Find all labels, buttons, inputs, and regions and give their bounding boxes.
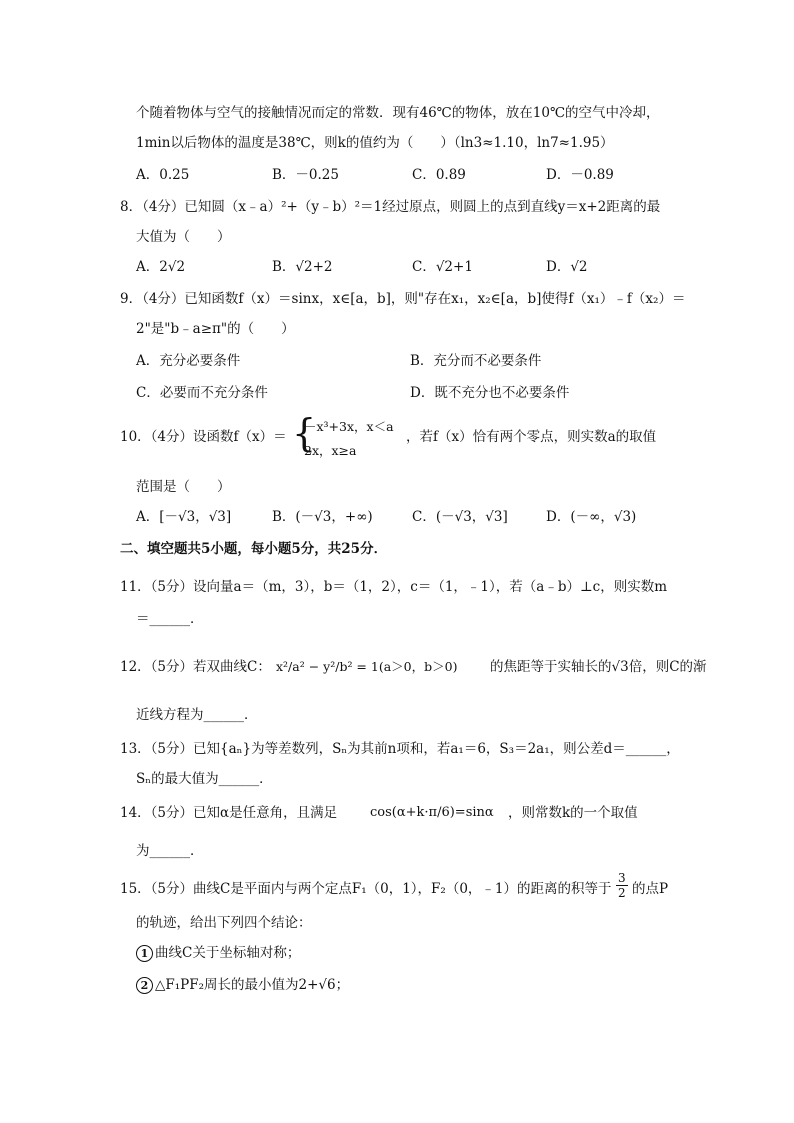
q10-suffix: ，若f（x）恰有两个零点，则实数a的取值	[406, 429, 657, 445]
q9-line2: 2"是"b﹣a≥π"的（ ）	[136, 321, 295, 337]
q13-line1: 13．（5分）已知{aₙ}为等差数列，Sₙ为其前n项和，若a₁＝6，S₃＝2a₁，则公差d＝______，	[120, 741, 680, 757]
q12-equation: x²/a² − y²/b² = 1(a＞0，b＞0)	[276, 659, 458, 674]
q8-option-b: B．√2+2	[272, 259, 333, 275]
q8-option-a: A．2√2	[136, 259, 186, 275]
q10-option-d: D．(－∞，√3)	[546, 509, 637, 525]
q8-option-c: C．√2+1	[412, 259, 473, 275]
q8-option-d: D．√2	[546, 259, 588, 275]
q12-suffix: 的焦距等于实轴长的√3倍，则C的渐	[490, 659, 707, 675]
q10-option-c: C．(－√3，√3]	[412, 509, 508, 525]
q7-option-d: D．－0.89	[546, 167, 614, 183]
q15-item-2	[136, 976, 349, 994]
q7-line1: 个随着物体与空气的接触情况而定的常数．现有46℃的物体，放在10℃的空气中冷却，	[136, 105, 660, 121]
q7-option-a: A．0.25	[136, 167, 190, 183]
q15-fraction-den: 2	[618, 886, 626, 900]
q15-item-1-text: 曲线C关于坐标轴对称；	[155, 945, 301, 961]
q15-line1a: 15．（5分）曲线C是平面内与两个定点F₁（0，1），F₂（0，﹣1）的距离的积等于	[120, 881, 612, 897]
q15-item-2-mark: 2	[136, 977, 153, 994]
q7-option-b: B．－0.25	[272, 167, 339, 183]
q12-prefix: 12．（5分）若双曲线C：	[120, 659, 271, 675]
q15-item-1	[136, 944, 300, 962]
q14-suffix: ，则常数k的一个取值	[508, 805, 638, 821]
q9-option-b: B．充分而不必要条件	[410, 353, 542, 369]
q8-line2: 大值为（ ）	[136, 229, 231, 245]
piecewise-brace: {	[292, 411, 317, 455]
q9-line1: 9．（4分）已知函数f（x）＝sinx，x∈[a，b]，则"存在x₁，x₂∈[a，b]使得f（x₁）﹣f（x₂）＝	[120, 291, 686, 307]
q12-line2: 近线方程为______．	[136, 707, 258, 723]
q13-line2: Sₙ的最大值为______．	[136, 771, 273, 787]
q11-line1: 11．（5分）设向量a＝（m，3），b＝（1，2），c＝（1，﹣1），若（a﹣b）⊥c，则实数m	[120, 579, 668, 595]
q10-case2: 2x，x≥a	[304, 443, 357, 458]
q9-option-a: A．充分必要条件	[136, 353, 241, 369]
q14-prefix: 14．（5分）已知α是任意角，且满足	[120, 805, 338, 821]
q15-fraction	[616, 871, 628, 900]
q9-option-c: C．必要而不充分条件	[136, 385, 268, 401]
q10-option-b: B．(－√3，+∞)	[272, 509, 373, 525]
q15-line2: 的轨迹，给出下列四个结论：	[136, 915, 312, 931]
q10-option-a: A．[－√3，√3]	[136, 509, 232, 525]
q11-line2: ＝______．	[136, 611, 204, 627]
q14-equation: cos(α+k·π/6)=sinα	[370, 805, 494, 820]
q15-fraction-num: 3	[618, 871, 626, 885]
section-heading: 二、填空题共5小题，每小题5分，共25分．	[120, 541, 388, 557]
q15-line1b: 的点P	[632, 881, 669, 897]
q14-line2: 为______．	[136, 843, 204, 859]
q8-line1: 8．（4分）已知圆（x﹣a）²+（y﹣b）²＝1经过原点，则圆上的点到直线y＝x+2距离的最	[120, 199, 661, 215]
q10-case1: －x³+3x，x＜a	[304, 419, 394, 434]
q10-prefix: 10．（4分）设函数f（x）＝	[120, 429, 287, 445]
q15-item-2-text: △F₁PF₂周长的最小值为2+√6；	[155, 977, 350, 993]
q10-line2: 范围是（ ）	[136, 479, 231, 495]
q15-item-1-mark: 1	[136, 945, 153, 962]
q7-option-c: C．0.89	[412, 167, 466, 183]
q9-option-d: D．既不充分也不必要条件	[410, 385, 570, 401]
q7-line2: 1min以后物体的温度是38℃，则k的值约为（ ）（ln3≈1.10，ln7≈1.95）	[136, 135, 614, 151]
